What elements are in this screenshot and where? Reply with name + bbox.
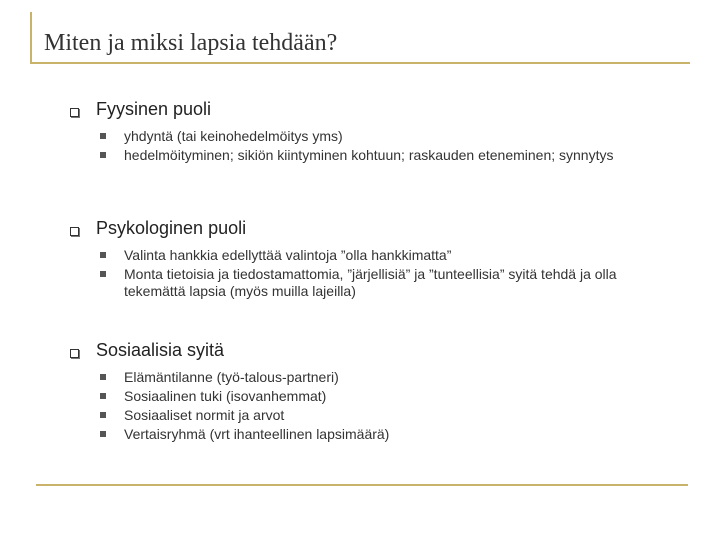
bullet-list [70, 128, 680, 164]
section-heading: Psykologinen puoli [96, 218, 247, 238]
bullet-icon [100, 431, 106, 437]
title-frame [30, 12, 690, 64]
list-item [70, 128, 680, 145]
bullet-icon [100, 133, 106, 139]
section-heading-row [70, 217, 680, 247]
list-item [70, 388, 680, 405]
list-item [70, 426, 680, 443]
list-item [70, 369, 680, 386]
list-item-text: Valinta hankkia edellyttää valintoja ”olla hankkimatta” [124, 247, 452, 263]
section-psykologinen-puoli [70, 217, 680, 302]
list-item-text: Elämäntilanne (työ-talous-partneri) [124, 369, 339, 385]
list-item-text: yhdyntä (tai keinohedelmöitys yms) [124, 128, 343, 144]
bullet-list [70, 247, 680, 300]
slide-title: Miten ja miksi lapsia tehdään? [44, 30, 338, 56]
bullet-icon [100, 374, 106, 380]
list-item-text: hedelmöityminen; sikiön kiintyminen kohtuun; raskauden eteneminen; synnytys [124, 147, 614, 163]
list-item [70, 407, 680, 424]
list-item-text: Sosiaaliset normit ja arvot [124, 407, 285, 423]
section-heading-row [70, 98, 680, 128]
bullet-icon [100, 393, 106, 399]
bullet-list [70, 369, 680, 443]
list-item-text: Sosiaalinen tuki (isovanhemmat) [124, 388, 327, 404]
list-item [70, 266, 680, 300]
title-frame-bottom-rule [30, 62, 690, 64]
square-bullet-icon [70, 108, 79, 117]
list-item-text: Vertaisryhmä (vrt ihanteellinen lapsimäärä) [124, 426, 390, 442]
section-sosiaalisia-syita [70, 339, 680, 445]
list-item [70, 147, 680, 164]
bullet-icon [100, 271, 106, 277]
bullet-icon [100, 252, 106, 258]
footer-rule [36, 484, 688, 486]
section-heading-row [70, 339, 680, 369]
list-item [70, 247, 680, 264]
section-fyysinen-puoli [70, 98, 680, 166]
square-bullet-icon [70, 227, 79, 236]
section-heading: Sosiaalisia syitä [96, 340, 225, 360]
square-bullet-icon [70, 349, 79, 358]
bullet-icon [100, 412, 106, 418]
section-heading: Fyysinen puoli [96, 99, 212, 119]
title-frame-left-rule [30, 12, 32, 64]
bullet-icon [100, 152, 106, 158]
list-item-text: Monta tietoisia ja tiedostamattomia, ”järjellisiä” ja ”tunteellisia” syitä tehdä ja olla tekemättä lapsia (myös muilla lajeilla) [124, 266, 617, 299]
